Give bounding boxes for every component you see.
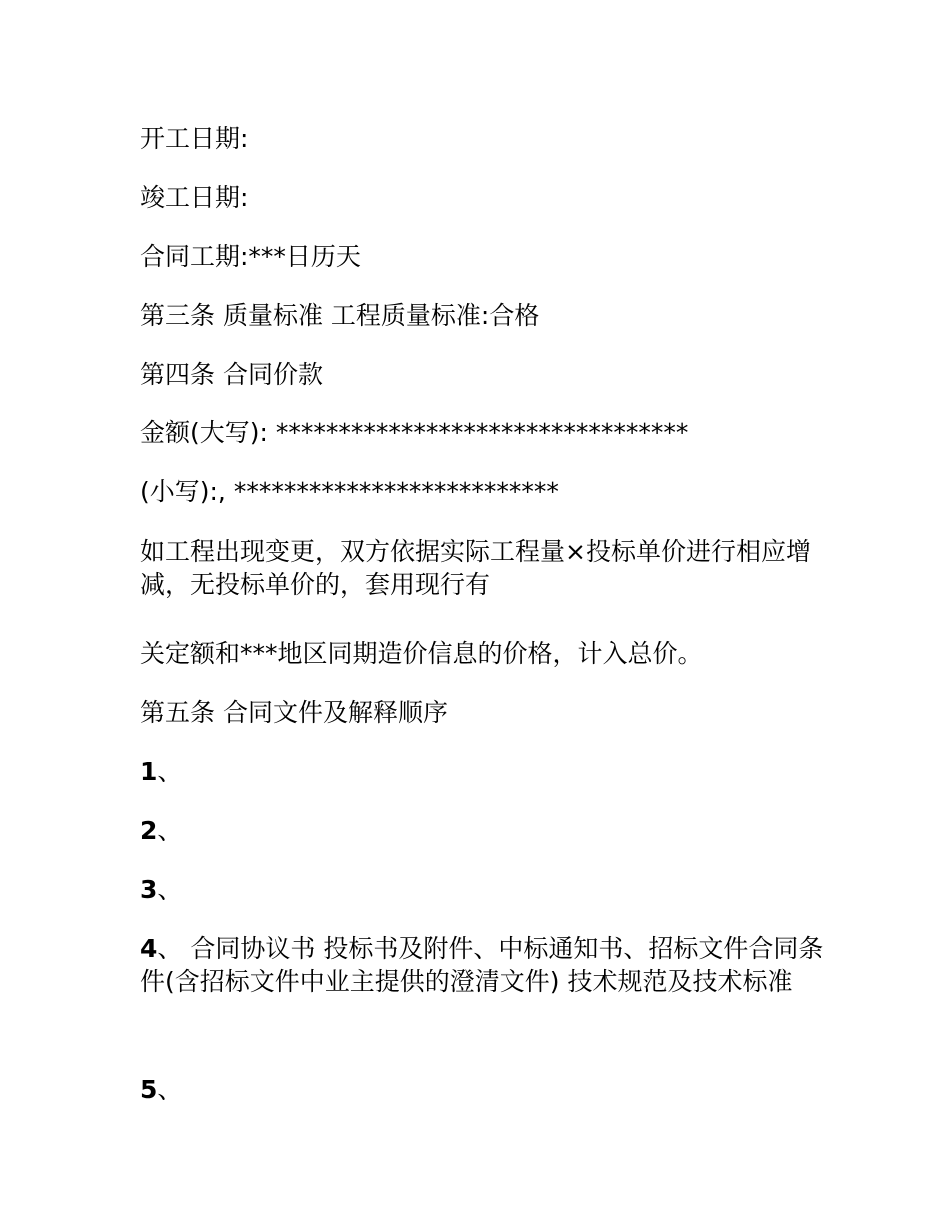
amount-in-words-line: 金额(大写): ********************************* (140, 418, 689, 447)
list-item-2-number: 2 (140, 816, 158, 845)
list-item-2-separator: 、 (157, 816, 183, 845)
list-item-4 (140, 932, 830, 998)
start-date-line: 开工日期: (140, 124, 249, 153)
list-item-3-number: 3 (140, 875, 158, 904)
article-4-contract-price: 第四条 合同价款 (140, 360, 323, 389)
completion-date-line: 竣工日期: (140, 183, 249, 212)
list-item-1 (140, 755, 830, 788)
list-item-4-separator: 、 (157, 934, 183, 963)
list-item-4-text: 合同协议书 投标书及附件、中标通知书、招标文件合同条件(含招标文件中业主提供的澄清文件) 技术规范及技术标准 (140, 934, 824, 996)
list-item-1-separator: 、 (157, 757, 183, 786)
contract-period-line: 合同工期:***日历天 (140, 242, 361, 271)
list-item-5-number: 5 (140, 1075, 158, 1104)
article-5-contract-documents: 第五条 合同文件及解释顺序 (140, 698, 448, 727)
list-item-3-separator: 、 (157, 875, 183, 904)
change-clause-line-1: 如工程出现变更，双方依据实际工程量×投标单价进行相应增减，无投标单价的，套用现行有 (140, 537, 811, 599)
list-item-2 (140, 814, 830, 847)
article-3-quality-standard: 第三条 质量标准 工程质量标准:合格 (140, 301, 540, 330)
list-item-5 (140, 1073, 830, 1106)
list-item-1-number: 1 (140, 757, 158, 786)
list-item-5-separator: 、 (157, 1075, 183, 1104)
list-item-3 (140, 873, 830, 906)
change-clause-continuation: 关定额和***地区同期造价信息的价格，计入总价。 (140, 639, 703, 668)
amount-in-figures-line: (小写):, ************************** (140, 477, 559, 506)
list-item-4-number: 4 (140, 934, 158, 963)
